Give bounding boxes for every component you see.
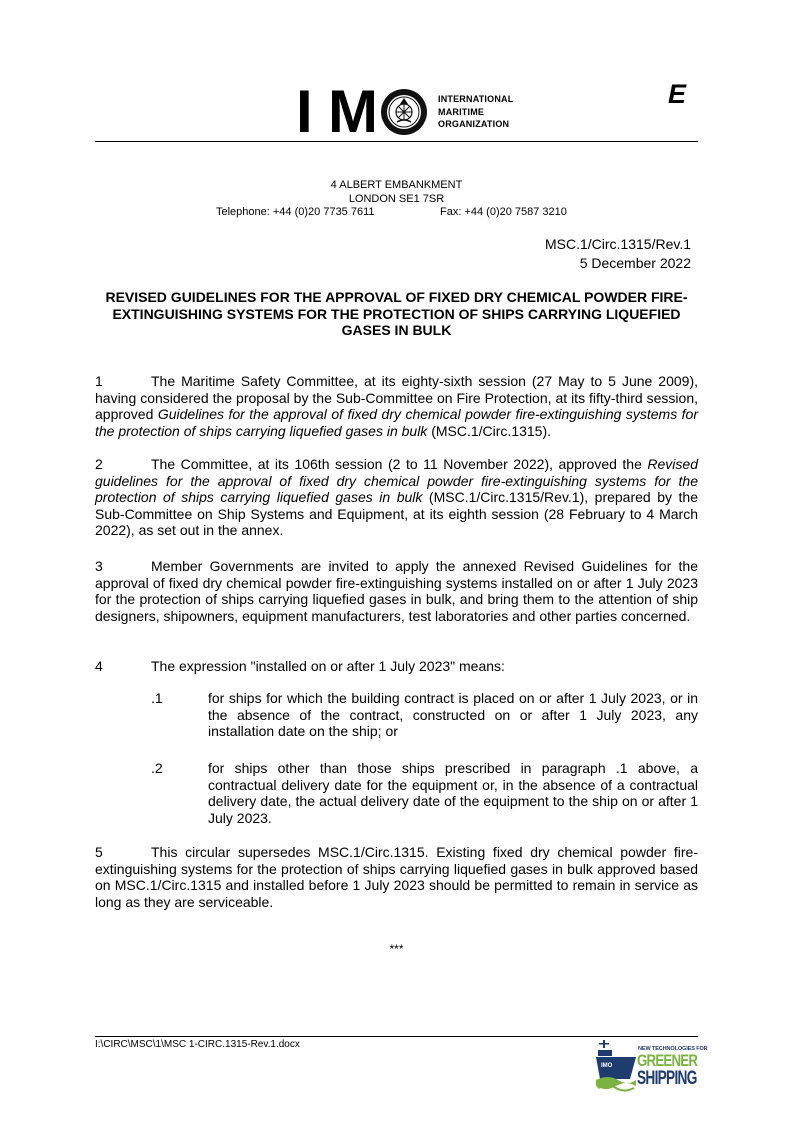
document-number: MSC.1/Circ.1315/Rev.1 [544, 236, 691, 252]
paragraph-1 [95, 373, 698, 439]
logo-letter-i: I [296, 78, 309, 145]
subparagraph-text: for ships for which the building contract is placed on or after 1 July 2023, or in the absence of the contract, constructed on or after 1 July 2023, any installation date on the ship; or [208, 690, 698, 740]
end-marker: *** [389, 942, 404, 956]
document-date: 5 December 2022 [579, 255, 691, 271]
badge-shipping: SHIPPING [637, 1068, 697, 1089]
paragraph-text: The Maritime Safety Committee, at its eighty-sixth session (27 May to 5 June 2009), having considered the proposal by the Sub-Committee on Fire Protection, at its fifty-third session, approved [95, 373, 698, 423]
organization-name [438, 93, 513, 131]
paragraph-text: This circular supersedes MSC.1/Circ.1315. Existing fixed dry chemical powder fire-extinguishing systems for the protection of ships carrying liquefied gases in bulk approved based on MSC.1/Circ.1315 and installed before 1 July 2023 should be permitted to remain in service as long as they are serviceable. [95, 844, 698, 910]
paragraph-number: 3 [95, 558, 103, 574]
subparagraph-number: .1 [151, 690, 163, 706]
language-code: E [668, 79, 687, 109]
paragraph-italic-title: Guidelines for the approval of fixed dry chemical powder fire-extinguishing systems for the protection of ships carrying liquefied gases in bulk [95, 406, 698, 439]
badge-imo-text: IMO [601, 1063, 613, 1069]
paragraph-text: The Committee, at its 106th session (2 to 11 November 2022), approved the [151, 456, 648, 472]
imo-emblem-icon [380, 88, 428, 136]
org-line-2: MARITIME [438, 106, 485, 117]
footer-divider [95, 1036, 698, 1037]
paragraph-italic-title: Revised guidelines for the approval of fixed dry chemical powder fire-extinguishing systems for the protection of ships carrying liquefied gases in bulk [95, 456, 698, 506]
org-line-1: INTERNATIONAL [438, 94, 514, 104]
subparagraph-number: .2 [151, 760, 163, 776]
fax: Fax: +44 (0)20 7587 3210 [440, 206, 567, 218]
paragraph-4 [95, 658, 698, 675]
badge-greener: GREENER [637, 1051, 698, 1070]
paragraph-text: The expression "installed on or after 1 July 2023" means: [151, 658, 505, 674]
paragraph-text-end: (MSC.1/Circ.1315/Rev.1), prepared by the Sub-Committee on Ship Systems and Equipment, at its eighth session (28 February to 4 March 2022), as set out in the annex. [95, 489, 699, 539]
file-path: I:\CIRC\MSC\1\MSC 1-CIRC.1315-Rev.1.docx [95, 1039, 300, 1050]
address-line-1: 4 ALBERT EMBANKMENT [330, 179, 463, 191]
paragraph-5 [95, 844, 698, 910]
header-divider [95, 141, 698, 142]
paragraph-text-end: (MSC.1/Circ.1315). [427, 422, 552, 439]
org-line-3: ORGANIZATION [438, 119, 510, 130]
subparagraph-text: for ships other than those ships prescribed in paragraph .1 above, a contractual delivery date for the equipment or, in the absence of a contractual delivery date, the actual delivery date of the equipment to the ship on or after 1 July 2023. [208, 760, 698, 826]
telephone: Telephone: +44 (0)20 7735 7611 [216, 206, 375, 218]
document-title: REVISED GUIDELINES FOR THE APPROVAL OF FIXED DRY CHEMICAL POWDER FIRE-EXTINGUISHING SYSTEMS FOR THE PROTECTION OF SHIPS CARRYING LIQUEFIED GASES IN BULK [105, 289, 688, 338]
paragraph-number: 1 [95, 373, 103, 389]
paragraph-3 [95, 558, 698, 624]
paragraph-text: Member Governments are invited to apply the annexed Revised Guidelines for the approval of fixed dry chemical powder fire-extinguishing systems installed on or after 1 July 2023 for the protection of ships carrying liquefied gases in bulk, and bring them to the attention of ship designers, shipowners, equipment manufacturers, test laboratories and other parties concerned. [95, 558, 698, 624]
logo-letter-m: M [328, 78, 374, 145]
paragraph-number: 4 [95, 658, 103, 674]
paragraph-number: 5 [95, 844, 103, 860]
paragraph-2 [95, 456, 698, 539]
paragraph-number: 2 [95, 456, 103, 472]
greener-shipping-badge [594, 1038, 708, 1098]
address-line-2: LONDON SE1 7SR [348, 193, 445, 205]
badge-new-technologies: NEW TECHNOLOGIES FOR [638, 1046, 708, 1052]
